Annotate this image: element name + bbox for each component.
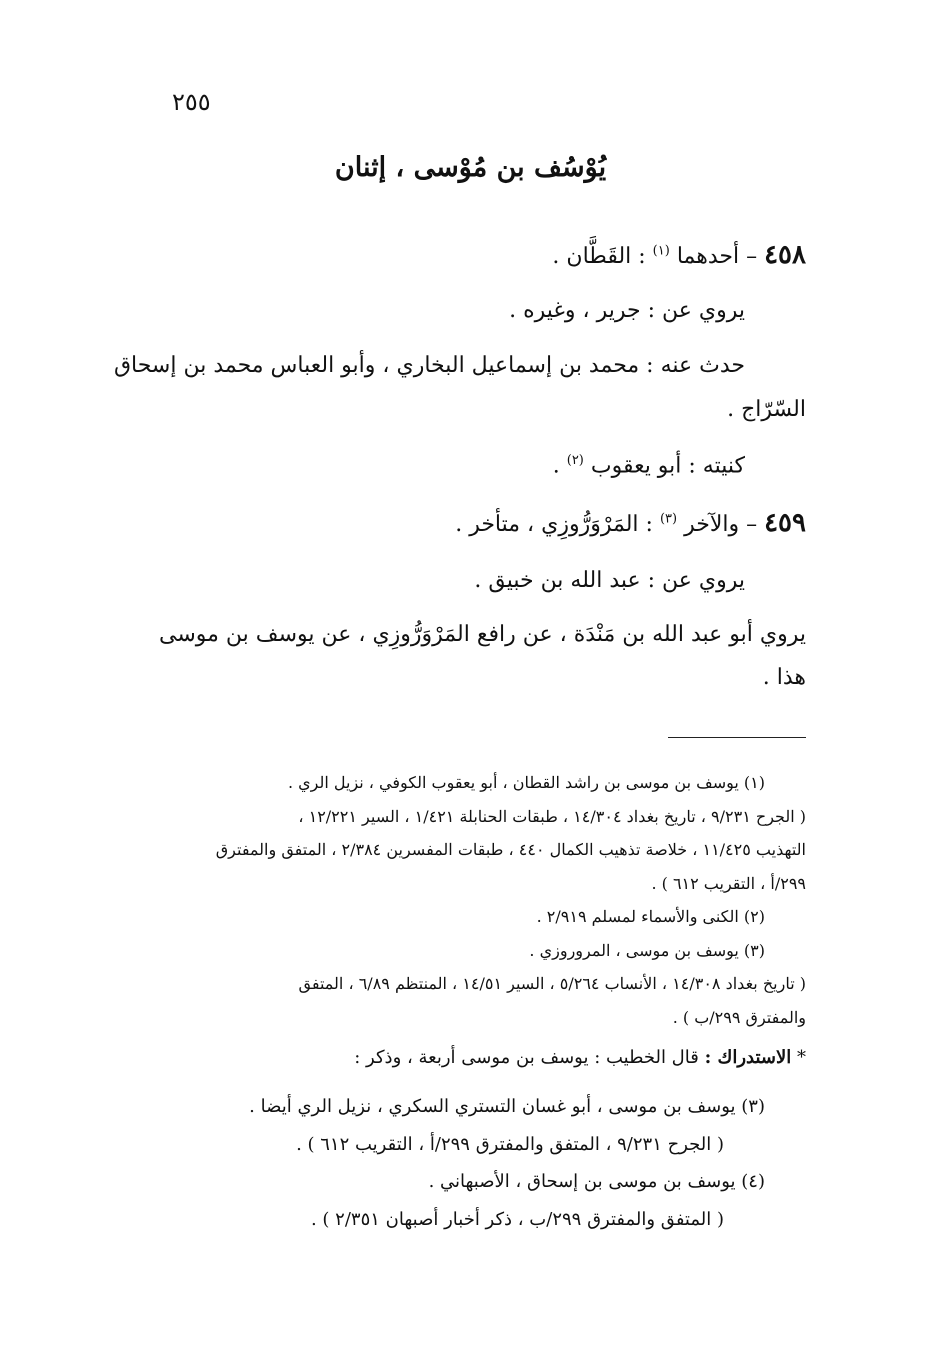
entry-458-narrated-by-line2: السّرّاج .: [727, 397, 806, 422]
page-number: ٢٥٥: [172, 88, 211, 116]
entry-nisba: : القَطَّان .: [552, 244, 646, 269]
entry-name: – والآخر: [684, 512, 758, 537]
footnote-3-sources: والمفترق ٢٩٩/ب ) .: [672, 1008, 806, 1027]
entry-number: ٤٥٨: [764, 240, 806, 270]
istidrak-heading: [354, 1047, 806, 1068]
footnote-ref: (٢): [566, 453, 584, 468]
istidrak-intro: قال الخطيب : يوسف بن موسى أربعة ، وذكر :: [354, 1047, 699, 1068]
entry-459-note-line1: يروي أبو عبد الله بن مَنْدَة ، عن رافع المَرْوَرُّوزِي ، عن يوسف بن موسى: [159, 622, 806, 647]
entry-nisba: : المَرْوَرُّوزِي ، متأخر .: [455, 512, 653, 537]
kunya-end: .: [552, 453, 560, 479]
footnote-3: (٣) يوسف بن موسى ، المروروزي .: [529, 941, 765, 960]
istidrak-item: (٤) يوسف بن موسى بن إسحاق ، الأصبهاني .: [428, 1171, 765, 1192]
entry-number: ٤٥٩: [764, 508, 806, 538]
entry-458-kunya: [553, 453, 745, 478]
footnote-ref: (١): [652, 243, 670, 259]
istidrak-item-sources: ( الجرح ٩/٢٣١ ، المتفق والمفترق ٢٩٩/أ ، التقريب ٦١٢ ) .: [296, 1134, 724, 1155]
entry-459-narrates-from: يروي عن : عبد الله بن خبيق .: [474, 568, 745, 593]
entry-458-narrated-by-line1: حدث عنه : محمد بن إسماعيل البخاري ، وأبو العباس محمد بن إسحاق: [113, 353, 745, 378]
kunya-text: كنيته : أبو يعقوب: [590, 453, 745, 479]
entry-name: – أحدهما: [676, 244, 758, 269]
footnote-ref: (٣): [659, 511, 678, 527]
entry-459-note-line2: هذا .: [762, 665, 806, 690]
istidrak-item: (٣) يوسف بن موسى ، أبو غسان التستري السكري ، نزيل الري أيضا .: [249, 1096, 765, 1117]
entry-459-heading: [455, 508, 806, 538]
entry-458-heading: [552, 240, 806, 270]
istidrak-label: الاستدراك :: [704, 1047, 792, 1068]
footnote-2: (٢) الكنى والأسماء لمسلم ٢/٩١٩ .: [536, 907, 765, 926]
footnote-1-sources: ( الجرح ٩/٢٣١ ، تاريخ بغداد ١٤/٣٠٤ ، طبقات الحنابلة ١/٤٢١ ، السير ١٢/٢٢١ ،: [298, 807, 806, 826]
footnote-1-sources: ٢٩٩/أ ، التقريب ٦١٢ ) .: [651, 874, 806, 893]
footnote-3-sources: ( تاريخ بغداد ١٤/٣٠٨ ، الأنساب ٥/٢٦٤ ، السير ١٤/٥١ ، المنتظم ٦/٨٩ ، المتفق: [298, 974, 806, 993]
page-title: يُوْسُف بن مُوْسى ، إثنان: [334, 152, 607, 183]
footnote-1: (١) يوسف بن موسى بن راشد القطان ، أبو يعقوب الكوفي ، نزيل الري .: [287, 773, 765, 792]
footnote-separator: [668, 737, 806, 738]
istidrak-item-sources: ( المتفق والمفترق ٢٩٩/ب ، ذكر أخبار أصبهان ٢/٣٥١ ) .: [310, 1209, 724, 1230]
entry-458-narrates-from: يروي عن : جرير ، وغيره .: [509, 298, 745, 323]
istidrak-marker: *: [797, 1047, 806, 1068]
footnote-1-sources: التهذيب ١١/٤٢٥ ، خلاصة تذهيب الكمال ٤٤٠ ، طبقات المفسرين ٢/٣٨٤ ، المتفق والمفترق: [215, 840, 806, 859]
